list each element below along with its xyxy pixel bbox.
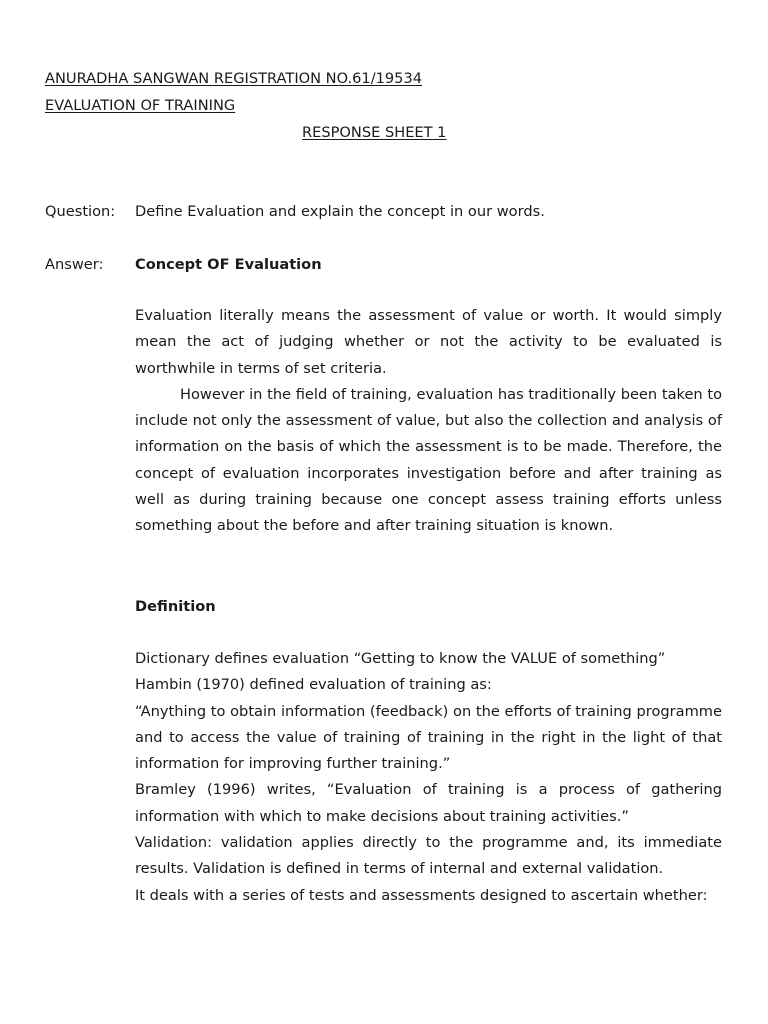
response-sheet-title: RESPONSE SHEET 1 bbox=[302, 124, 447, 141]
hambin-quote: “Anything to obtain information (feedback) on the efforts of training programme and to access the value of training of training in the right in the light of that information for improving further training.” bbox=[135, 702, 722, 773]
answer-paragraph-1: Evaluation literally means the assessment of value or worth. It would simply mean the act of judging whether or not the activity to be evaluated is worthwhile in terms of set criteria. bbox=[135, 307, 722, 377]
answer-label: Answer: bbox=[45, 256, 104, 273]
course-title: EVALUATION OF TRAINING bbox=[45, 97, 236, 114]
answer-heading: Concept OF Evaluation bbox=[135, 256, 322, 273]
tests-paragraph: It deals with a series of tests and assessments designed to ascertain whether: bbox=[135, 886, 708, 904]
bramley-quote: Bramley (1996) writes, “Evaluation of training is a process of gathering information with which to make decisions about training activities.” bbox=[135, 781, 722, 825]
question-label: Question: bbox=[45, 203, 116, 220]
definition-body bbox=[135, 646, 722, 909]
definition-heading: Definition bbox=[135, 598, 216, 615]
validation-paragraph: Validation: validation applies directly to the programme and, its immediate results. Validation is defined in terms of internal and external validation. bbox=[135, 834, 722, 878]
dictionary-definition: Dictionary defines evaluation “Getting to know the VALUE of something” bbox=[135, 650, 666, 667]
hambin-intro: Hambin (1970) defined evaluation of training as: bbox=[135, 676, 492, 694]
question-text: Define Evaluation and explain the concept in our words. bbox=[135, 203, 545, 220]
answer-body bbox=[135, 303, 722, 540]
answer-paragraph-2: However in the field of training, evaluation has traditionally been taken to include not only the assessment of value, but also the collection and analysis of information on the basis of which the assessment is to be made. Therefore, the concept of evaluation incorporates investigation before and after training as well as during training because one concept assess training efforts unless something about the before and after training situation is known. bbox=[135, 385, 722, 535]
author-registration-line: ANURADHA SANGWAN REGISTRATION NO.61/19534 bbox=[45, 70, 423, 87]
